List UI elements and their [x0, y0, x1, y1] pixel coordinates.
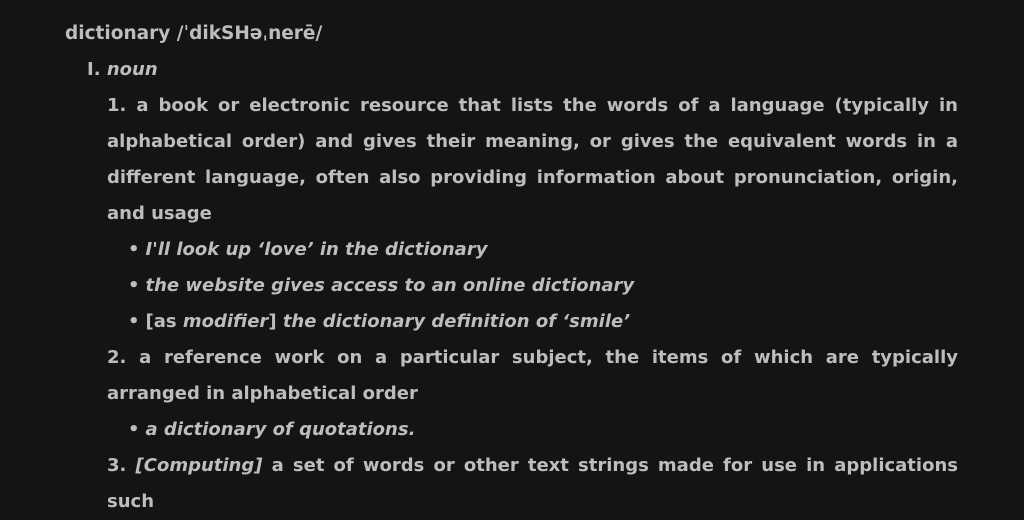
pronunciation: /ˈdikSHəˌnerē/: [176, 23, 323, 44]
example-text: the dictionary definition of ‘smile’: [276, 311, 631, 332]
sense-definition: a reference work on a particular subject, the items of which are typically arranged in alphabetical order: [107, 347, 958, 404]
bullet: •: [128, 419, 140, 440]
example-1-2: [128, 272, 634, 300]
sense-3: [107, 448, 958, 512]
sense-definition: a book or electronic resource that lists the words of a language (typically in alphabetical order) and gives their meaning, or gives the equivalent words in a different language, often also providing information about pronunciation, origin, and usage: [107, 95, 958, 224]
example-2-1: [128, 416, 415, 444]
sense-definition: a set of words or other text strings made for use in applications such: [107, 455, 958, 512]
bullet: •: [128, 311, 140, 332]
headword-line: [65, 20, 322, 48]
pos-numeral: I.: [87, 59, 101, 80]
example-text: I'll look up ‘love’ in the dictionary: [145, 239, 488, 260]
headword: dictionary: [65, 23, 171, 44]
sense-number: 2.: [107, 347, 127, 368]
sense-domain-label: [Computing]: [135, 455, 263, 476]
example-prefix: [as: [145, 311, 183, 332]
bullet: •: [128, 275, 140, 296]
example-prefix-label: modifier: [182, 311, 269, 332]
bullet: •: [128, 239, 140, 260]
sense-number: 1.: [107, 95, 127, 116]
sense-1: [107, 88, 958, 232]
example-prefix-close: ]: [268, 311, 277, 332]
sense-2: [107, 340, 958, 412]
example-text: a dictionary of quotations.: [145, 419, 416, 440]
example-1-3: [128, 308, 630, 336]
part-of-speech-line: [87, 56, 158, 84]
example-1-1: [128, 236, 487, 264]
part-of-speech: noun: [106, 59, 158, 80]
example-text: the website gives access to an online dictionary: [145, 275, 635, 296]
sense-number: 3.: [107, 455, 127, 476]
